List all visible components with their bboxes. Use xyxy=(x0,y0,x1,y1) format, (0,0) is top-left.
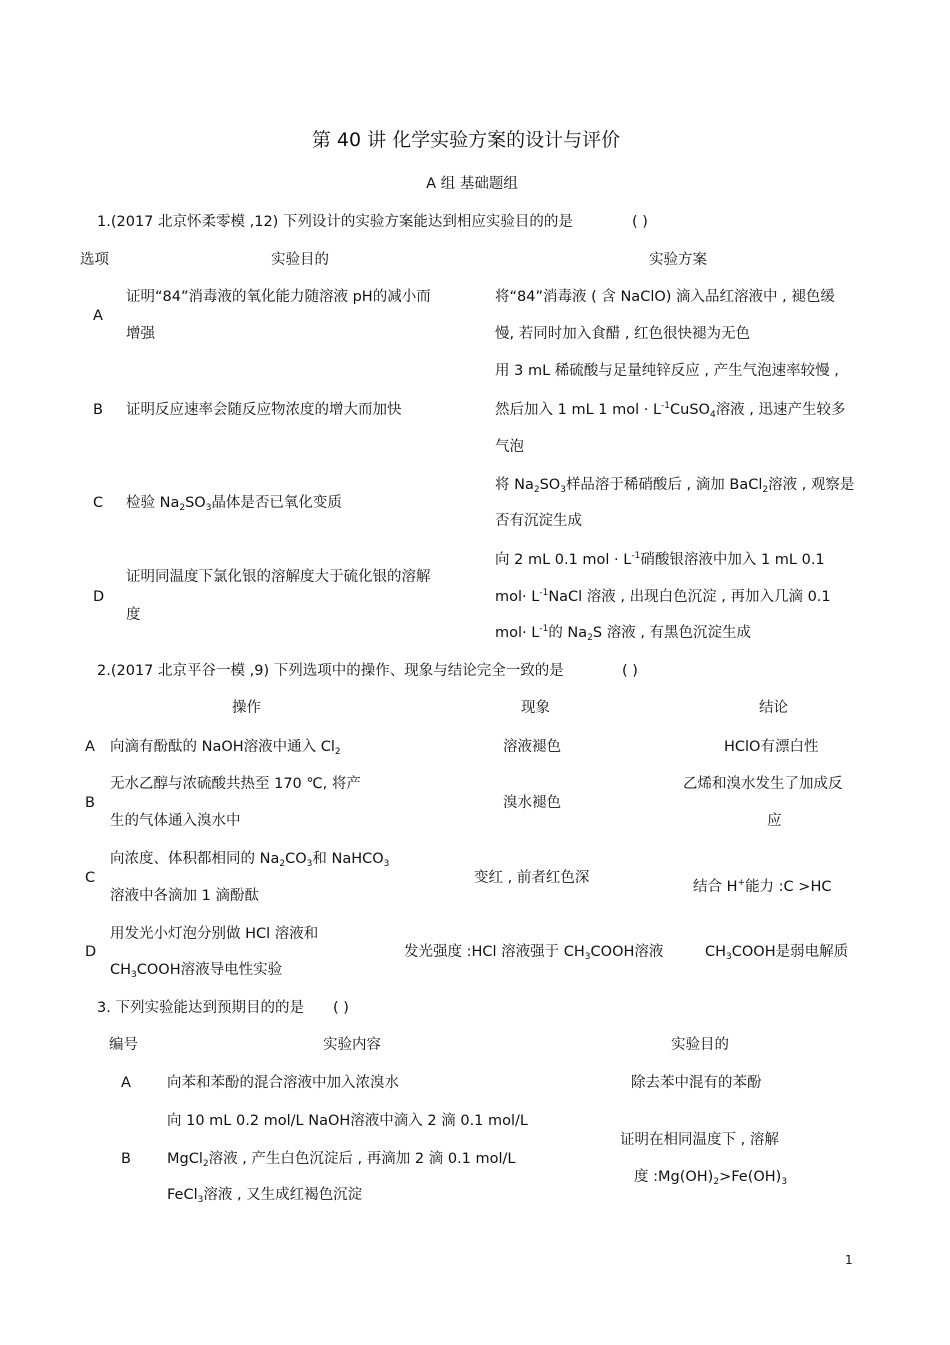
q3-stem: 3. 下列实验能达到预期目的的是 xyxy=(97,1000,304,1016)
q1-stem: 1.(2017 北京怀柔零模 ,12) 下列设计的实验方案能达到相应实验目的的是 xyxy=(97,214,573,230)
q2-row-b-operation-line2: 生的气体通入溴水中 xyxy=(110,813,241,829)
q2-row-a-operation: 向滴有酚酞的 NaOH溶液中通入 $Cl_2$ xyxy=(110,739,341,757)
q1-row-d-purpose-line2: 度 xyxy=(126,607,141,623)
q2-header-conclusion: 结论 xyxy=(759,700,788,716)
q3-row-b-goal-line2: 度 $:Mg(OH)_2>Fe(OH)_3$ xyxy=(634,1169,788,1187)
q1-row-c-purpose: 检验 $Na_2SO_3$晶体是否已氧化变质 xyxy=(126,495,342,513)
q1-row-b-purpose: 证明反应速率会随反应物浓度的增大而加快 xyxy=(126,402,402,418)
q2-row-c-operation-line2: 溶液中各滴加 1 滴酚酞 xyxy=(110,888,259,904)
q2-row-b-conclusion-line2: 应 xyxy=(767,813,782,829)
q2-row-c-conclusion: 结合 H+能力 :C >HC xyxy=(693,878,832,895)
q1-row-b-option: B xyxy=(93,402,103,418)
q1-answer-bracket[interactable]: ( ) xyxy=(632,214,648,230)
q3-row-b-goal-line1: 证明在相同温度下 , 溶解 xyxy=(620,1132,779,1148)
q2-row-c-operation-line1: 向浓度、体积都相同的 $Na_2CO_3$和 NaHCO$_3$ xyxy=(110,851,390,869)
q1-row-a-plan-line1: 将“84”消毒液 ( 含 NaClO) 滴入品红溶液中 , 褪色缓 xyxy=(495,289,835,305)
q1-row-b-plan-line1: 用 3 mL 稀硫酸与足量纯锌反应 , 产生气泡速率较慢 , xyxy=(495,363,839,379)
section-heading: A 组 基础题组 xyxy=(426,176,518,192)
q1-row-d-plan-line1: 向 2 mL 0.1 mol · $L^{-1}$硝酸银溶液中加入 1 mL 0.1 xyxy=(495,551,825,568)
q2-answer-bracket[interactable]: ( ) xyxy=(622,663,638,679)
q3-row-a-option: A xyxy=(121,1075,131,1091)
q1-header-option: 选项 xyxy=(80,252,109,268)
q2-stem: 2.(2017 北京平谷一模 ,9) 下列选项中的操作、现象与结论完全一致的是 xyxy=(97,663,564,679)
q2-row-c-option: C xyxy=(85,870,96,886)
q2-row-a-option: A xyxy=(85,739,95,755)
q2-row-d-phenomenon: 发光强度 :HCl 溶液强于 $CH_3COOH$溶液 xyxy=(404,944,664,962)
q1-header-plan: 实验方案 xyxy=(649,252,707,268)
q2-row-b-conclusion-line1: 乙烯和溴水发生了加成反 xyxy=(683,776,843,792)
q1-row-a-option: A xyxy=(93,308,103,324)
q1-header-purpose: 实验目的 xyxy=(271,252,329,268)
q1-row-d-plan-line2: $mol\cdot L^{-1}NaCl$ 溶液 , 出现白色沉淀 , 再加入几滴 0.1 xyxy=(495,588,831,605)
q2-row-d-operation-line1: 用发光小灯泡分别做 HCl 溶液和 xyxy=(110,926,319,942)
q3-header-number: 编号 xyxy=(109,1037,138,1053)
q3-header-goal: 实验目的 xyxy=(671,1037,729,1053)
q2-row-b-option: B xyxy=(85,795,95,811)
q3-row-b-content-line2: MgCl$_2$溶液 , 产生白色沉淀后 , 再滴加 2 滴 0.1 mol/L xyxy=(167,1151,516,1169)
q3-row-b-option: B xyxy=(121,1151,131,1167)
q1-row-a-plan-line2: 慢, 若同时加入食醋 , 红色很快褪为无色 xyxy=(495,326,751,342)
q2-row-a-conclusion: HClO有漂白性 xyxy=(724,739,819,755)
q2-row-b-operation-line1: 无水乙醇与浓硫酸共热至 170 ℃, 将产 xyxy=(110,776,361,792)
q2-header-phenomenon: 现象 xyxy=(521,700,550,716)
q3-row-b-content-line1: 向 10 mL 0.2 mol/L NaOH溶液中滴入 2 滴 0.1 mol/L xyxy=(167,1113,529,1129)
q2-row-d-conclusion: $CH_3COOH$是弱电解质 xyxy=(705,944,849,962)
q2-header-operation: 操作 xyxy=(232,700,261,716)
q2-row-b-phenomenon: 溴水褪色 xyxy=(503,795,561,811)
q2-row-c-phenomenon: 变红 , 前者红色深 xyxy=(474,870,590,886)
q2-row-a-phenomenon: 溶液褪色 xyxy=(503,739,561,755)
q3-row-b-content-line3: FeCl$_3$溶液 , 又生成红褐色沉淀 xyxy=(167,1187,363,1205)
page-number: 1 xyxy=(845,1253,853,1267)
q2-row-d-operation-line2: $CH_3COOH$溶液导电性实验 xyxy=(110,962,283,980)
q1-row-d-plan-line3: $mol\cdot L^{-1}$的 $Na_2S$ 溶液 , 有黑色沉淀生成 xyxy=(495,624,752,643)
page-title: 第 40 讲 化学实验方案的设计与评价 xyxy=(311,129,621,151)
q1-row-c-option: C xyxy=(93,495,104,511)
q1-row-c-plan-line2: 否有沉淀生成 xyxy=(495,513,582,529)
q3-answer-bracket[interactable]: ( ) xyxy=(333,1000,349,1016)
q1-row-c-plan-line1: 将 $Na_2SO_3$样品溶于稀硝酸后 , 滴加 BaCl$_2$溶液 , 观察是 xyxy=(495,477,855,495)
q3-row-a-content: 向苯和苯酚的混合溶液中加入浓溴水 xyxy=(167,1075,399,1091)
q1-row-d-purpose-line1: 证明同温度下氯化银的溶解度大于硫化银的溶解 xyxy=(126,569,431,585)
q3-row-a-goal: 除去苯中混有的苯酚 xyxy=(631,1075,762,1091)
q1-row-b-plan-line3: 气泡 xyxy=(495,439,524,455)
q1-row-b-plan-line2: 然后加入 1 mL 1 mol · $L^{-1}CuSO_4$溶液 , 迅速产生较多 xyxy=(495,401,846,420)
q1-row-a-purpose-line2: 增强 xyxy=(126,326,155,342)
q1-row-a-purpose-line1: 证明“84”消毒液的氧化能力随溶液 pH的减小而 xyxy=(126,289,431,305)
q2-row-d-option: D xyxy=(85,944,97,960)
q1-row-d-option: D xyxy=(93,589,105,605)
q3-header-content: 实验内容 xyxy=(323,1037,381,1053)
